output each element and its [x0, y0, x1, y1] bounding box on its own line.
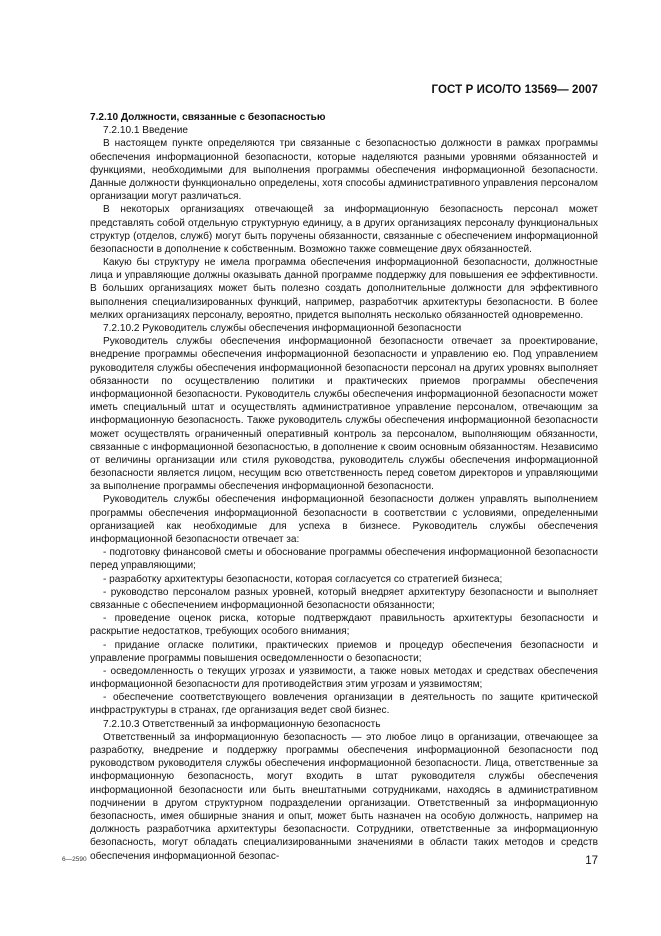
list-item: - придание огласке политики, практических приемов и процедур обеспечения безопасности и управление программы повышения осведомленности о безопасности;: [90, 639, 598, 664]
paragraph: Руководитель службы обеспечения информационной безопасности отвечает за проектирование, внедрение программы обеспечения информационной безопасности и управлению ею. Под управлением руководителя службы обеспечения информационной безопасности персонал на других уровнях выполняет обязанности по осуществлению политики и практических приемов программы обеспечения информационной безопасности. Руководитель службы обеспечения информационной безопасности может иметь специальный штат и осуществлять административное управление персоналом, отвечающим за информационную безопасность. Также руководитель службы обеспечения информационной безопасности может осуществлять ограниченный оперативный контроль за персоналом, выполняющим обязанности, связанные с информационной безопасностью, в дополнение к своим основным обязанностям. Независимо от величины организации или стиля руководства, руководитель службы обеспечения информационной безопасности является лицом, несущим всю ответственность перед советом директоров и управляющими за выполнение программы обеспечения информационной безопасности.: [90, 336, 598, 493]
print-code: 6—2590: [62, 856, 87, 863]
list-item: - обеспечение соответствующего вовлечения организации в деятельность по защите критической инфраструктуры в странах, где организация ведет свой бизнес.: [90, 692, 598, 717]
paragraph: Ответственный за информационную безопасность — это любое лицо в организации, отвечающее за разработку, внедрение и поддержку программы обеспечения информационной безопасности под руководством руководителя службы обеспечения информационной безопасности. Лица, ответственные за информационную безопасность, могут входить в штат руководителя службы обеспечения информационной безопасности или быть внештатными сотрудниками, находясь в административном подчинении в другом структурном подразделении организации. Ответственный за информационную безопасность, имея обширные знания и опыт, может быть назначен на особую должность, например на должность разработчика архитектуры безопасности. Сотрудники, ответственные за информационную безопасность, могут обладать специализированными значениями в области таких методов и средств обеспечения информационной безопас-: [90, 731, 598, 862]
list-item: - осведомленность о текущих угрозах и уязвимости, а также новых методах и средствах обеспечения информационной безопасности для противодействия этим угрозам и уязвимостям;: [90, 665, 598, 691]
section-title: 7.2.10 Должности, связанные с безопасностью: [90, 112, 326, 123]
list-item: - проведение оценок риска, которые подтверждают правильность архитектуры безопасности и раскрытие недостатков, требующих особого внимания;: [90, 613, 598, 638]
subsection-title-security-head: 7.2.10.2 Руководитель службы обеспечения информационной безопасности: [103, 323, 462, 334]
document-body: [90, 111, 598, 863]
list-item: - разработку архитектуры безопасности, которая согласуется со стратегией бизнеса;: [103, 573, 503, 585]
paragraph: В некоторых организациях отвечающей за информационную безопасность персонал может представлять собой отдельную структурную единицу, а в других организациях персоналу функциональных структур (отделов, служб) могут быть поручены обязанности, связанные с обеспечением информационной безопасности в дополнение к собственным. Возможно также совмещение двух обязанностей.: [90, 204, 598, 255]
subsection-title-introduction: 7.2.10.1 Введение: [103, 125, 188, 137]
standard-code-header: ГОСТ Р ИСО/ТО 13569— 2007: [431, 84, 598, 96]
paragraph: Руководитель службы обеспечения информационной безопасности должен управлять выполнением программы обеспечения информационной безопасности в соответствии с условиями, определенными организацией как необходимые для успеха в бизнесе. Руководитель службы обеспечения информационной безопасности отвечает за:: [90, 494, 598, 545]
list-item: - руководство персоналом разных уровней, который внедряет архитектуру безопасности и выполняет связанные с обеспечением информационной безопасности обязанности;: [90, 586, 598, 611]
paragraph: Какую бы структуру не имела программа обеспечения информационной безопасности, должностные лица и управляющие должны оказывать данной программе поддержку для повышения ее эффективности. В больших организациях может быть полезно создать дополнительные должности для эффективного выполнения специализированных функций, например, разработчик архитектуры безопасности. В более мелких организациях персоналу, вероятно, придется выполнять несколько обязанностей одновременно.: [90, 257, 598, 321]
paragraph: В настоящем пункте определяются три связанные с безопасностью должности в рамках программы обеспечения информационной безопасности, которые наделяются разными уровнями обязанностей и функциями, необходимыми для выполнения программы обеспечения информационной безопасности. Данные должности функционально определены, хотя способы административного управления персоналом организации могут различаться.: [90, 138, 598, 203]
subsection-title-security-officer: 7.2.10.3 Ответственный за информационную безопасность: [103, 718, 381, 730]
list-item: - подготовку финансовой сметы и обоснование программы обеспечения информационной безопасности перед управляющими;: [90, 547, 598, 572]
page-number: 17: [585, 855, 598, 867]
